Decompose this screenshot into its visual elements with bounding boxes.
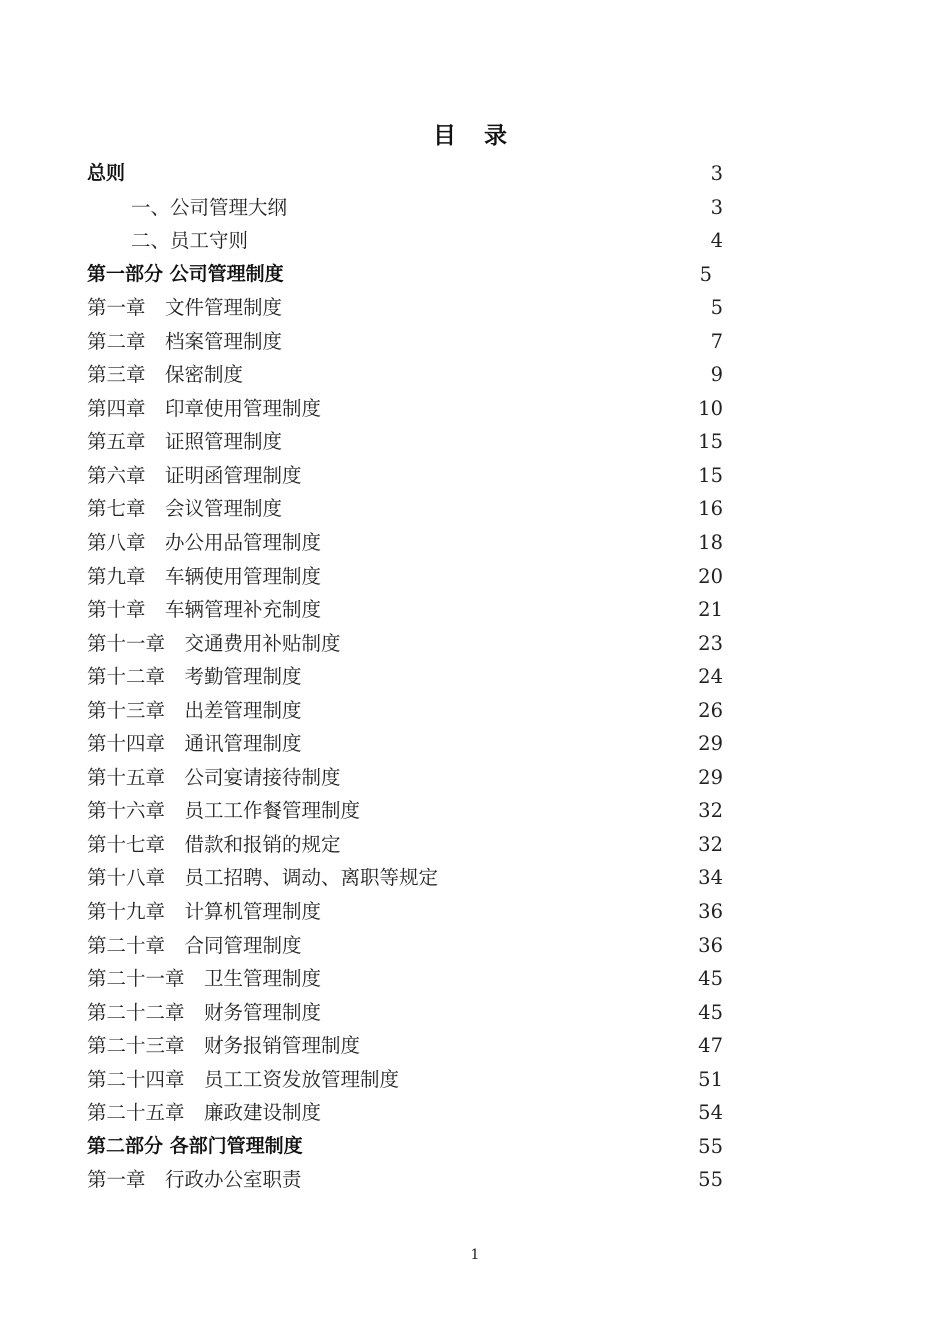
toc-entry-label: 第一章 行政办公室职责 — [87, 1168, 302, 1192]
toc-entry-page: 23 — [698, 631, 723, 655]
toc-entry-page: 55 — [698, 1168, 723, 1192]
toc-entry-label: 第九章 车辆使用管理制度 — [87, 564, 322, 588]
toc-entry-page: 55 — [698, 1134, 723, 1158]
toc-entry[interactable] — [0, 895, 950, 929]
toc-entry-page: 5 — [710, 296, 723, 320]
toc-entry[interactable] — [0, 392, 950, 426]
toc-entry-label: 第二十五章 廉政建设制度 — [87, 1101, 322, 1125]
toc-entry-label: 第一部分 公司管理制度 — [87, 262, 284, 285]
toc-entry-page: 7 — [710, 329, 723, 353]
toc-entry[interactable] — [0, 861, 950, 895]
toc-entry-label: 第十一章 交通费用补贴制度 — [87, 631, 341, 655]
toc-entry-page: 36 — [698, 933, 723, 957]
toc-entry[interactable] — [0, 191, 950, 225]
toc-entry[interactable] — [0, 459, 950, 493]
toc-entry-label: 第二十三章 财务报销管理制度 — [87, 1034, 361, 1058]
toc-entry-label: 总则 — [87, 162, 126, 184]
toc-entry[interactable] — [0, 962, 950, 996]
toc-entry-label: 第七章 会议管理制度 — [87, 497, 283, 521]
toc-entry-page: 54 — [698, 1101, 723, 1125]
toc-section-part-two[interactable] — [0, 1130, 950, 1164]
toc-entry-page: 45 — [698, 1000, 723, 1024]
toc-entry-page: 20 — [698, 564, 723, 588]
toc-entry-label: 第二十二章 财务管理制度 — [87, 1000, 322, 1024]
toc-entry-page: 34 — [698, 866, 723, 890]
toc-entry-label: 第十五章 公司宴请接待制度 — [87, 765, 341, 789]
toc-entry[interactable] — [0, 794, 950, 828]
toc-entry-label: 第二章 档案管理制度 — [87, 329, 283, 353]
toc-entry-page: 51 — [698, 1067, 723, 1091]
toc-entry-page: 36 — [698, 900, 723, 924]
toc-entry-page: 15 — [698, 463, 723, 487]
toc-entry-label: 第二十章 合同管理制度 — [87, 933, 302, 957]
toc-entry-general[interactable] — [0, 157, 950, 191]
toc-entry-label: 第十七章 借款和报销的规定 — [87, 832, 341, 856]
toc-entry-page: 47 — [698, 1034, 723, 1058]
toc-entry-page: 10 — [698, 396, 723, 420]
toc-entry[interactable] — [0, 291, 950, 325]
toc-entry[interactable] — [0, 761, 950, 795]
toc-entry[interactable] — [0, 593, 950, 627]
toc-entry[interactable] — [0, 1096, 950, 1130]
toc-entry-page: 45 — [698, 967, 723, 991]
toc-entry-label: 第十章 车辆管理补充制度 — [87, 598, 322, 622]
table-of-contents — [0, 157, 950, 1197]
toc-entry[interactable] — [0, 627, 950, 661]
toc-entry[interactable] — [0, 425, 950, 459]
page-title: 目 录 — [432, 123, 517, 149]
toc-entry-page: 9 — [710, 363, 723, 387]
toc-entry-label: 二、员工守则 — [131, 229, 249, 253]
toc-entry[interactable] — [0, 560, 950, 594]
toc-entry-label: 第四章 印章使用管理制度 — [87, 396, 322, 420]
toc-entry-label: 第二十四章 员工工资发放管理制度 — [87, 1067, 400, 1091]
toc-entry-page: 29 — [698, 765, 723, 789]
toc-entry-label: 第十八章 员工招聘、调动、离职等规定 — [87, 866, 439, 890]
toc-entry-page: 29 — [698, 732, 723, 756]
toc-entry[interactable] — [0, 1029, 950, 1063]
toc-entry-page: 32 — [698, 832, 723, 856]
toc-entry-label: 第十四章 通讯管理制度 — [87, 732, 302, 756]
toc-entry[interactable] — [0, 694, 950, 728]
toc-entry[interactable] — [0, 526, 950, 560]
toc-entry-label: 第十二章 考勤管理制度 — [87, 665, 302, 689]
toc-entry-label: 第三章 保密制度 — [87, 363, 244, 387]
toc-entry-page: 3 — [710, 162, 723, 185]
toc-entry-label: 第一章 文件管理制度 — [87, 296, 283, 320]
toc-entry-label: 第二部分 各部门管理制度 — [87, 1134, 303, 1157]
toc-entry[interactable] — [0, 996, 950, 1030]
toc-entry[interactable] — [0, 727, 950, 761]
toc-entry-page: 18 — [698, 531, 723, 555]
toc-entry-page: 5 — [699, 262, 712, 286]
toc-entry[interactable] — [0, 325, 950, 359]
toc-entry-label: 一、公司管理大纲 — [131, 195, 288, 219]
toc-entry-label: 第二十一章 卫生管理制度 — [87, 967, 322, 991]
page-number: 1 — [470, 1247, 480, 1263]
toc-entry-page: 21 — [698, 598, 723, 622]
toc-entry-label: 第六章 证明函管理制度 — [87, 463, 302, 487]
toc-entry[interactable] — [0, 660, 950, 694]
toc-entry-page: 15 — [698, 430, 723, 454]
toc-entry-page: 26 — [698, 698, 723, 722]
toc-entry[interactable] — [0, 224, 950, 258]
toc-entry-label: 第八章 办公用品管理制度 — [87, 531, 322, 555]
toc-entry[interactable] — [0, 929, 950, 963]
toc-entry-page: 3 — [710, 195, 723, 219]
toc-entry-label: 第十三章 出差管理制度 — [87, 698, 302, 722]
toc-entry-page: 32 — [698, 799, 723, 823]
toc-entry[interactable] — [0, 1063, 950, 1097]
toc-entry-page: 24 — [698, 665, 723, 689]
toc-entry[interactable] — [0, 1163, 950, 1197]
toc-section-part-one[interactable] — [0, 258, 950, 292]
toc-entry-page: 4 — [710, 229, 723, 253]
toc-entry-page: 16 — [698, 497, 723, 521]
toc-entry[interactable] — [0, 828, 950, 862]
toc-entry[interactable] — [0, 358, 950, 392]
toc-entry-label: 第十九章 计算机管理制度 — [87, 900, 322, 924]
toc-entry-label: 第十六章 员工工作餐管理制度 — [87, 799, 361, 823]
toc-entry-label: 第五章 证照管理制度 — [87, 430, 283, 454]
toc-entry[interactable] — [0, 492, 950, 526]
